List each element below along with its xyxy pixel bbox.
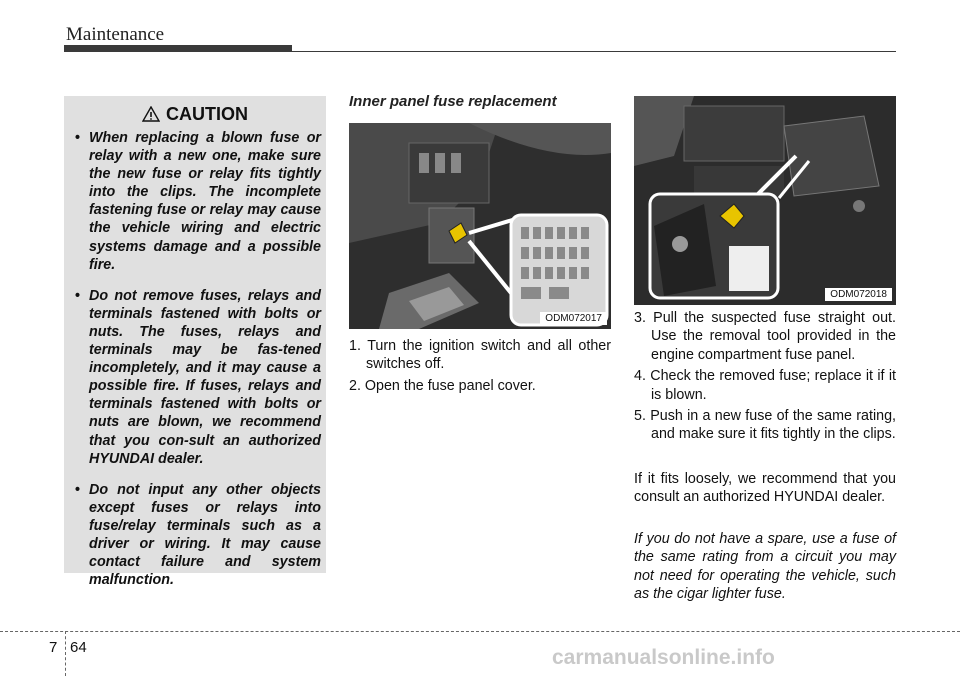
- fuse-panel-photo: [349, 123, 611, 329]
- step-item: 3. Pull the suspected fuse straight out. Use the removal tool provided in the engine compartment fuse panel.: [634, 310, 896, 363]
- step-item: 1. Turn the ignition switch and all other switches off.: [349, 338, 611, 373]
- steps-list-left: [349, 337, 611, 398]
- figure-code: ODM072017: [540, 312, 607, 325]
- footer-divider: [65, 631, 66, 676]
- page-header-title: Maintenance: [66, 24, 165, 45]
- footer-rule: [0, 631, 960, 632]
- step-item: 4. Check the removed fuse; replace it if it is blown.: [634, 368, 896, 403]
- header-bar: [64, 45, 292, 52]
- section-title: Inner panel fuse replacement: [349, 93, 557, 110]
- figure-code: ODM072018: [825, 288, 892, 301]
- step-item: 2. Open the fuse panel cover.: [349, 377, 536, 394]
- caution-item: • When replacing a blown fuse or relay with a new one, make sure the new fuse or relay fits tightly into the clips. The incomplete fastening fuse or relay may cause the vehicle wiring and electric systems damage and a possible fire.: [74, 129, 321, 274]
- caution-heading: [64, 104, 326, 125]
- caution-item: • Do not input any other objects except fuses or relays into fuse/relay terminals such as a driver or wiring. It may cause contact failure and system malfunction.: [74, 481, 321, 590]
- caution-box: [64, 96, 326, 589]
- dealer-note: If it fits loosely, we recommend that you consult an authorized HYUNDAI dealer.: [634, 471, 896, 506]
- interior-dashboard-illustration: [349, 123, 611, 329]
- watermark-text: carmanualsonline.info: [552, 646, 775, 669]
- step-item: 5. Push in a new fuse of the same rating, and make sure it fits tightly in the clips.: [634, 408, 896, 443]
- warning-triangle-icon: [142, 106, 160, 122]
- caution-item: • Do not remove fuses, relays and terminals fastened with bolts or nuts. The fuses, relays and terminals may be fas-tened incompletely, and it may cause a possible fire. If fuses, relays and terminals fastened with bolts or nuts are blown, we recommend that you con-sult an authorized HYUNDAI dealer.: [74, 287, 321, 468]
- engine-fuse-photo: [634, 96, 896, 305]
- engine-compartment-illustration: [634, 96, 896, 305]
- header-rule: [292, 51, 896, 52]
- steps-list-right: [634, 309, 896, 447]
- spare-fuse-note: If you do not have a spare, use a fuse of the same rating from a circuit you may not need for operating the vehicle, such as the cigar lighter fuse.: [634, 531, 896, 603]
- page-number: 64: [70, 639, 87, 656]
- chapter-number: 7: [49, 639, 58, 656]
- caution-list: [74, 129, 321, 602]
- caution-title: CAUTION: [166, 104, 248, 124]
